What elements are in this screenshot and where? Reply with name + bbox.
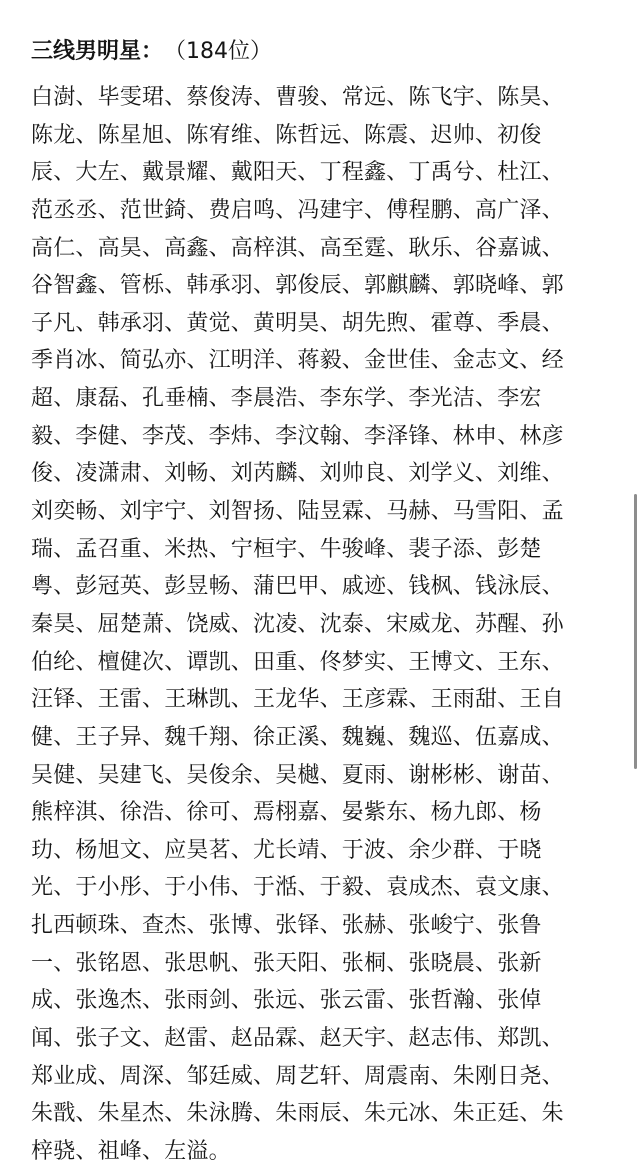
text-line: 白澍、毕雯珺、蔡俊涛、曹骏、常远、陈飞宇、陈昊、 — [31, 85, 564, 110]
text-line: 季肖冰、简弘亦、江明洋、蒋毅、金世佳、金志文、经 — [31, 348, 564, 374]
text-line: 健、王子异、魏千翔、徐正溪、魏巍、魏巡、伍嘉成、 — [31, 724, 564, 750]
text-line: 陈龙、陈星旭、陈宥维、陈哲远、陈震、迟帅、初俊 — [31, 122, 542, 148]
text-line: 刘奕畅、刘宇宁、刘智扬、陆昱霖、马赫、马雪阳、孟 — [31, 499, 564, 525]
text-line: 郑业成、周深、邹廷威、周艺轩、周震南、朱刚日尧、 — [31, 1063, 564, 1089]
text-line: 成、张逸杰、张雨剑、张远、张云雷、张哲瀚、张倬 — [31, 988, 542, 1014]
text-line: 辰、大左、戴景耀、戴阳天、丁程鑫、丁禹兮、杜江、 — [31, 160, 564, 186]
text-line: 瑞、孟召重、米热、宁桓宇、牛骏峰、裴子添、彭楚 — [31, 536, 542, 562]
text-line: 熊梓淇、徐浩、徐可、焉栩嘉、晏紫东、杨九郎、杨 — [31, 800, 542, 826]
text-line: 汪铎、王雷、王琳凯、王龙华、王彦霖、王雨甜、王自 — [31, 687, 564, 713]
section-heading — [31, 34, 272, 70]
text-line: 子凡、韩承羽、黄觉、黄明昊、胡先煦、霍尊、季晨、 — [31, 310, 564, 336]
text-line: 玏、杨旭文、应昊茗、尤长靖、于波、余少群、于晓 — [31, 837, 542, 863]
text-line: 秦昊、屈楚萧、饶威、沈凌、沈泰、宋威龙、苏醒、孙 — [31, 611, 564, 637]
text-line: 朱戬、朱星杰、朱泳腾、朱雨辰、朱元冰、朱正廷、朱 — [31, 1101, 564, 1127]
text-line: 梓骁、祖峰、左溢。 — [31, 1138, 231, 1164]
text-line: 扎西顿珠、查杰、张博、张铎、张赫、张峻宁、张鲁 — [31, 913, 542, 939]
heading-count: （184位） — [175, 39, 273, 64]
text-line: 谷智鑫、管栎、韩承羽、郭俊辰、郭麒麟、郭晓峰、郭 — [31, 273, 564, 299]
text-line: 高仁、高昊、高鑫、高梓淇、高至霆、耿乐、谷嘉诚、 — [31, 235, 564, 261]
text-line: 吴健、吴建飞、吴俊余、吴樾、夏雨、谢彬彬、谢苗、 — [31, 762, 564, 788]
text-line: 毅、李健、李茂、李炜、李汶翰、李泽锋、林申、林彦 — [31, 423, 564, 449]
name-list — [31, 79, 611, 1171]
text-line: 伯纶、檀健次、谭凯、田重、佟梦实、王博文、王东、 — [31, 649, 564, 675]
text-line: 超、康磊、孔垂楠、李晨浩、李东学、李光洁、李宏 — [31, 386, 542, 412]
text-line: 闻、张子文、赵雷、赵品霖、赵天宇、赵志伟、郑凯、 — [31, 1026, 564, 1052]
text-line: 一、张铭恩、张思帆、张天阳、张桐、张晓晨、张新 — [31, 950, 542, 976]
scrollbar[interactable] — [634, 494, 637, 769]
heading-title: 三线男明星： — [31, 39, 164, 64]
text-line: 粤、彭冠英、彭昱畅、蒲巴甲、戚迹、钱枫、钱泳辰、 — [31, 574, 564, 600]
text-line: 光、于小彤、于小伟、于湉、于毅、袁成杰、袁文康、 — [31, 875, 564, 901]
text-line: 俊、凌潇肃、刘畅、刘芮麟、刘帅良、刘学义、刘维、 — [31, 461, 564, 487]
text-line: 范丞丞、范世錡、费启鸣、冯建宇、傅程鹏、高广泽、 — [31, 197, 564, 223]
